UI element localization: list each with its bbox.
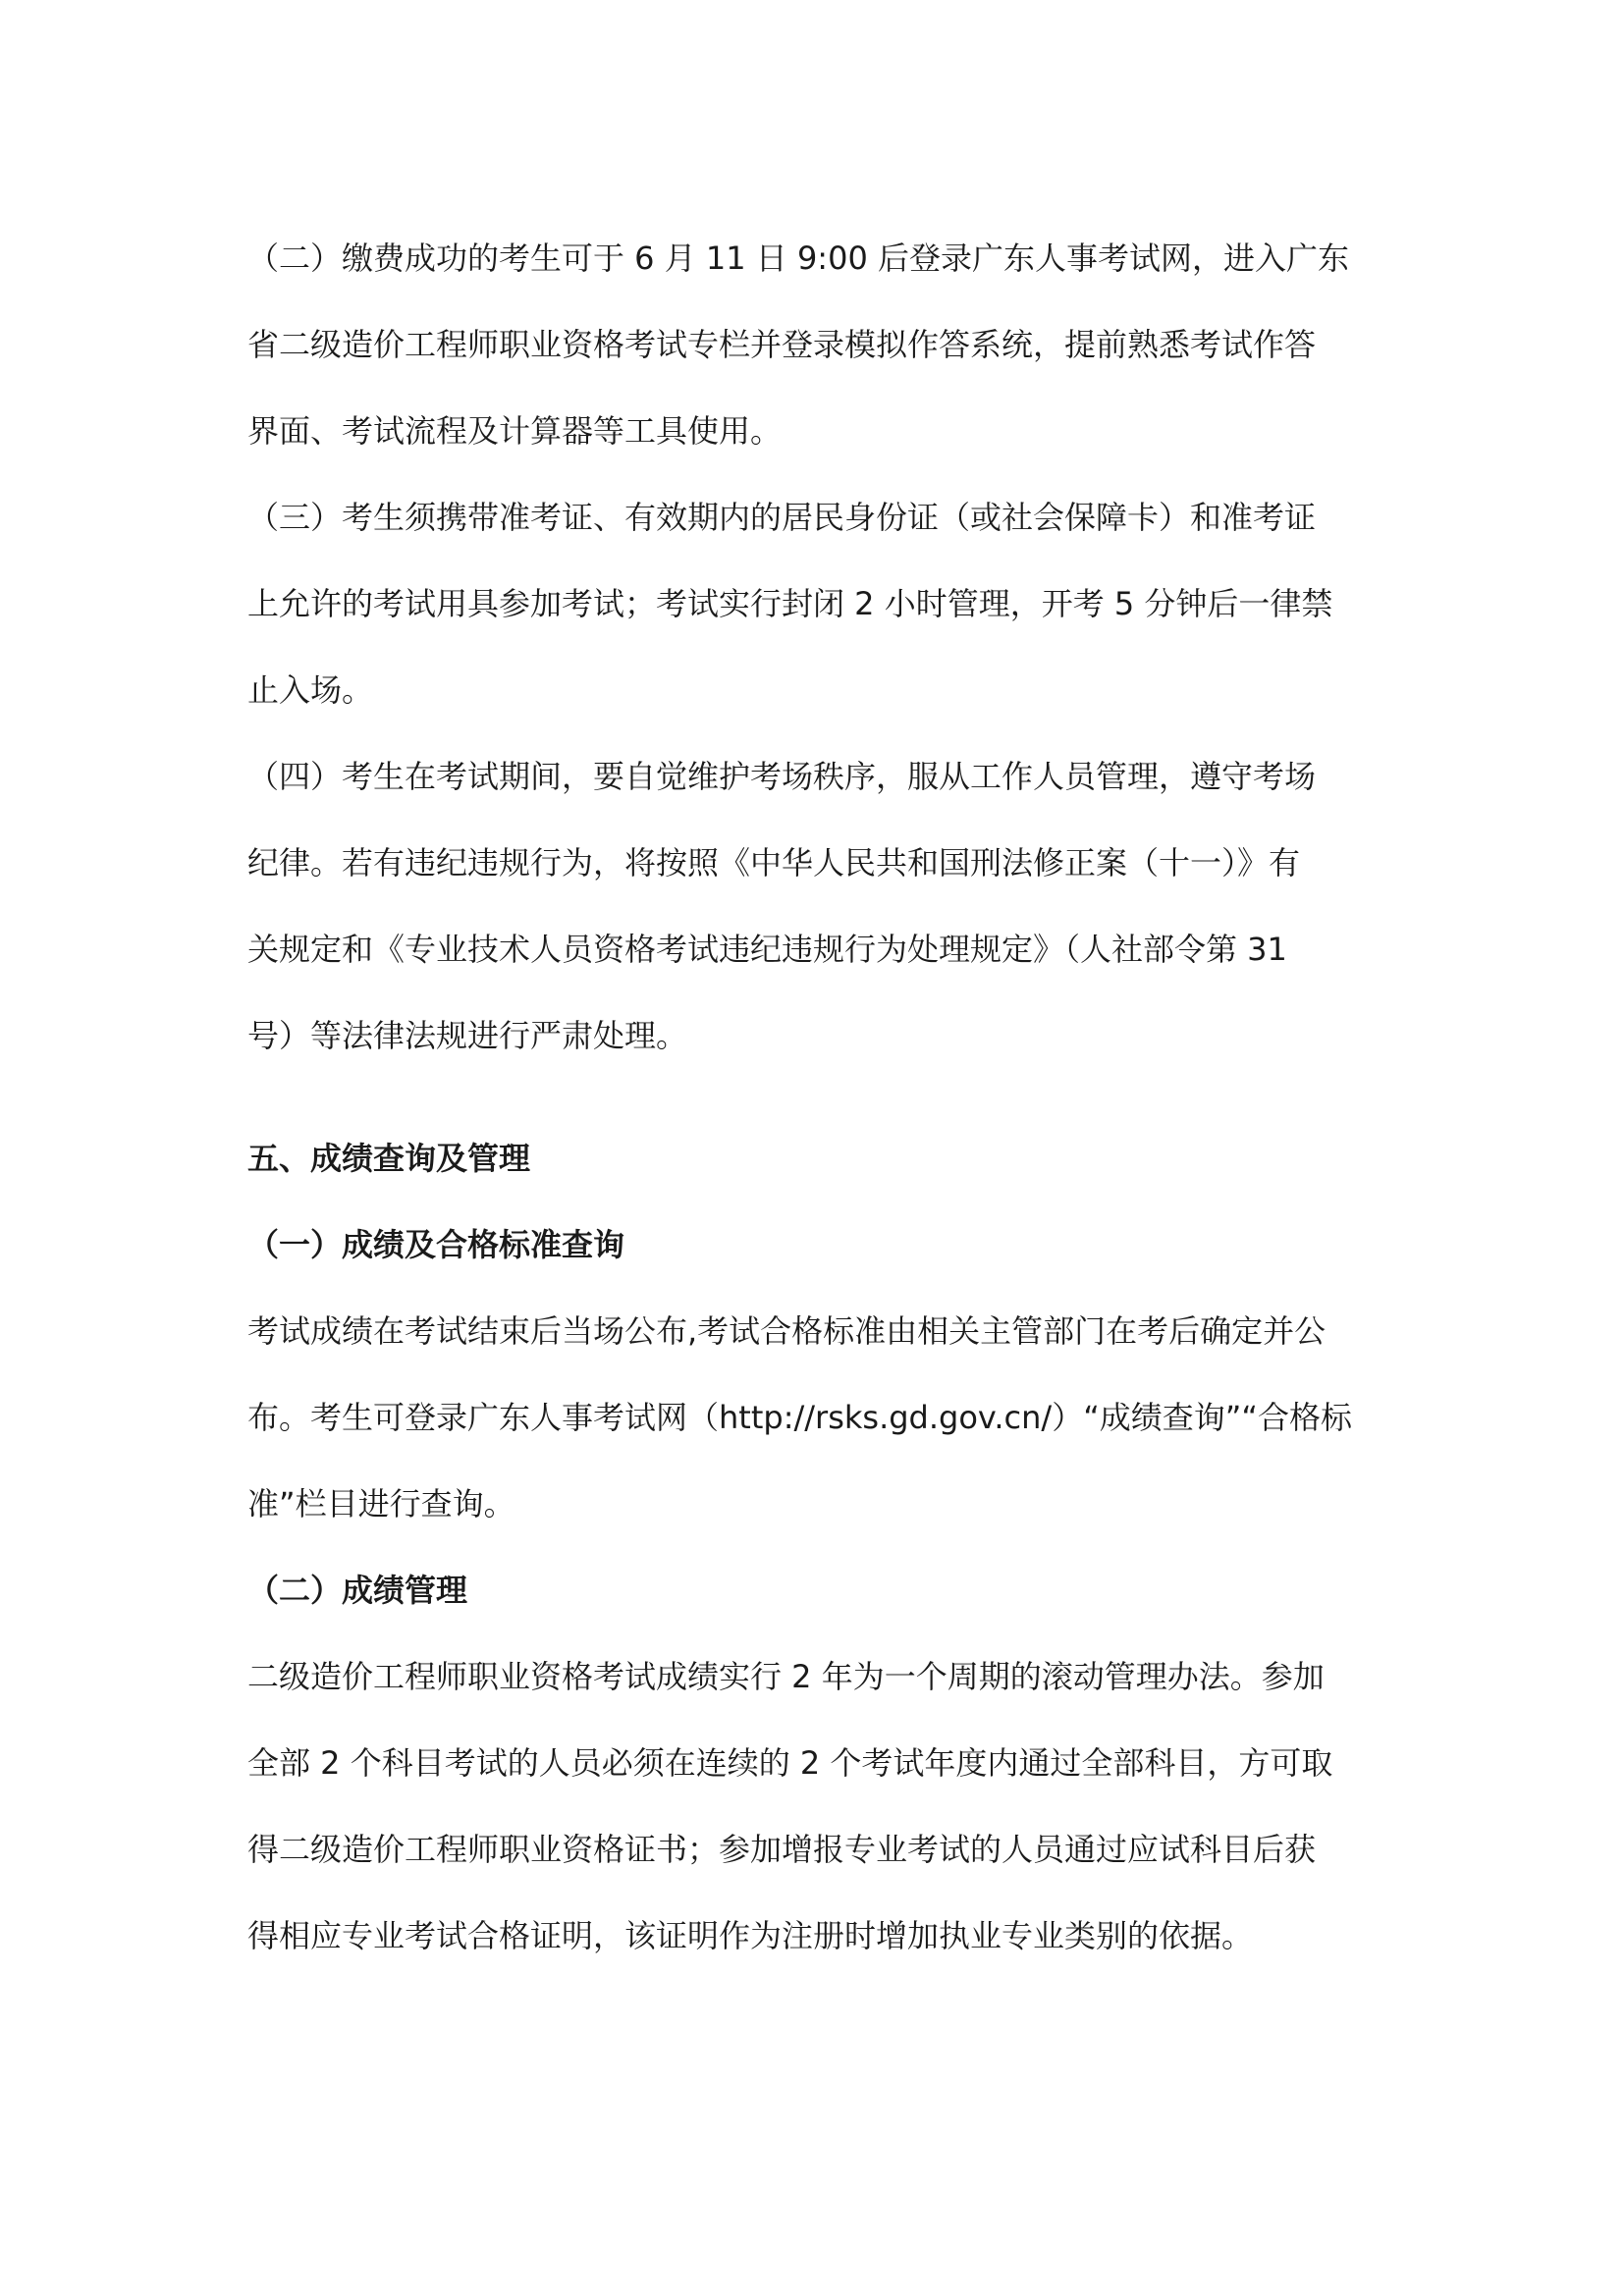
text-line: 二级造价工程师职业资格考试成绩实行 2 年为一个周期的滚动管理办法。参加	[247, 1658, 1325, 1695]
text-line: 号）等法律法规进行严肃处理。	[247, 1017, 688, 1054]
text-line: （三）考生须携带准考证、有效期内的居民身份证（或社会保障卡）和准考证	[247, 499, 1317, 536]
text-line: 上允许的考试用具参加考试；考试实行封闭 2 小时管理，开考 5 分钟后一律禁	[247, 585, 1333, 622]
paragraph-score-query	[247, 1288, 1386, 1547]
text-line: 全部 2 个科目考试的人员必须在连续的 2 个考试年度内通过全部科目，方可取	[247, 1744, 1333, 1782]
section-title: 五、成绩查询及管理	[247, 1140, 531, 1177]
text-line: 准”栏目进行查询。	[247, 1485, 515, 1522]
text-line: 省二级造价工程师职业资格考试专栏并登录模拟作答系统，提前熟悉考试作答	[247, 326, 1317, 363]
text-line: 关规定和《专业技术人员资格考试违纪违规行为处理规定》（人社部令第 31	[247, 931, 1287, 968]
paragraph-registration-mock-exam	[247, 215, 1386, 474]
text-line: 得二级造价工程师职业资格证书；参加增报专业考试的人员通过应试科目后获	[247, 1831, 1317, 1868]
text-line: （二）缴费成功的考生可于 6 月 11 日 9:00 后登录广东人事考试网，进入广东	[247, 240, 1349, 277]
text-line: 得相应专业考试合格证明，该证明作为注册时增加执业专业类别的依据。	[247, 1917, 1254, 1954]
paragraph-admission-requirements	[247, 474, 1386, 733]
text-line: 界面、考试流程及计算器等工具使用。	[247, 412, 783, 450]
subsection-title-score-query: （一）成绩及合格标准查询	[247, 1226, 625, 1263]
text-line: 止入场。	[247, 671, 374, 709]
paragraph-exam-discipline	[247, 733, 1386, 1079]
paragraph-score-management	[247, 1633, 1386, 1979]
text-line: 布。考生可登录广东人事考试网（http://rsks.gd.gov.cn/）“成绩查询”“合格标	[247, 1399, 1352, 1436]
text-line: 考试成绩在考试结束后当场公布,考试合格标准由相关主管部门在考后确定并公	[247, 1312, 1326, 1350]
text-line: 纪律。若有违纪违规行为，将按照《中华人民共和国刑法修正案（十一）》有	[247, 844, 1301, 881]
text-line: （四）考生在考试期间，要自觉维护考场秩序，服从工作人员管理，遵守考场	[247, 758, 1317, 795]
subsection-title-score-management: （二）成绩管理	[247, 1572, 468, 1609]
